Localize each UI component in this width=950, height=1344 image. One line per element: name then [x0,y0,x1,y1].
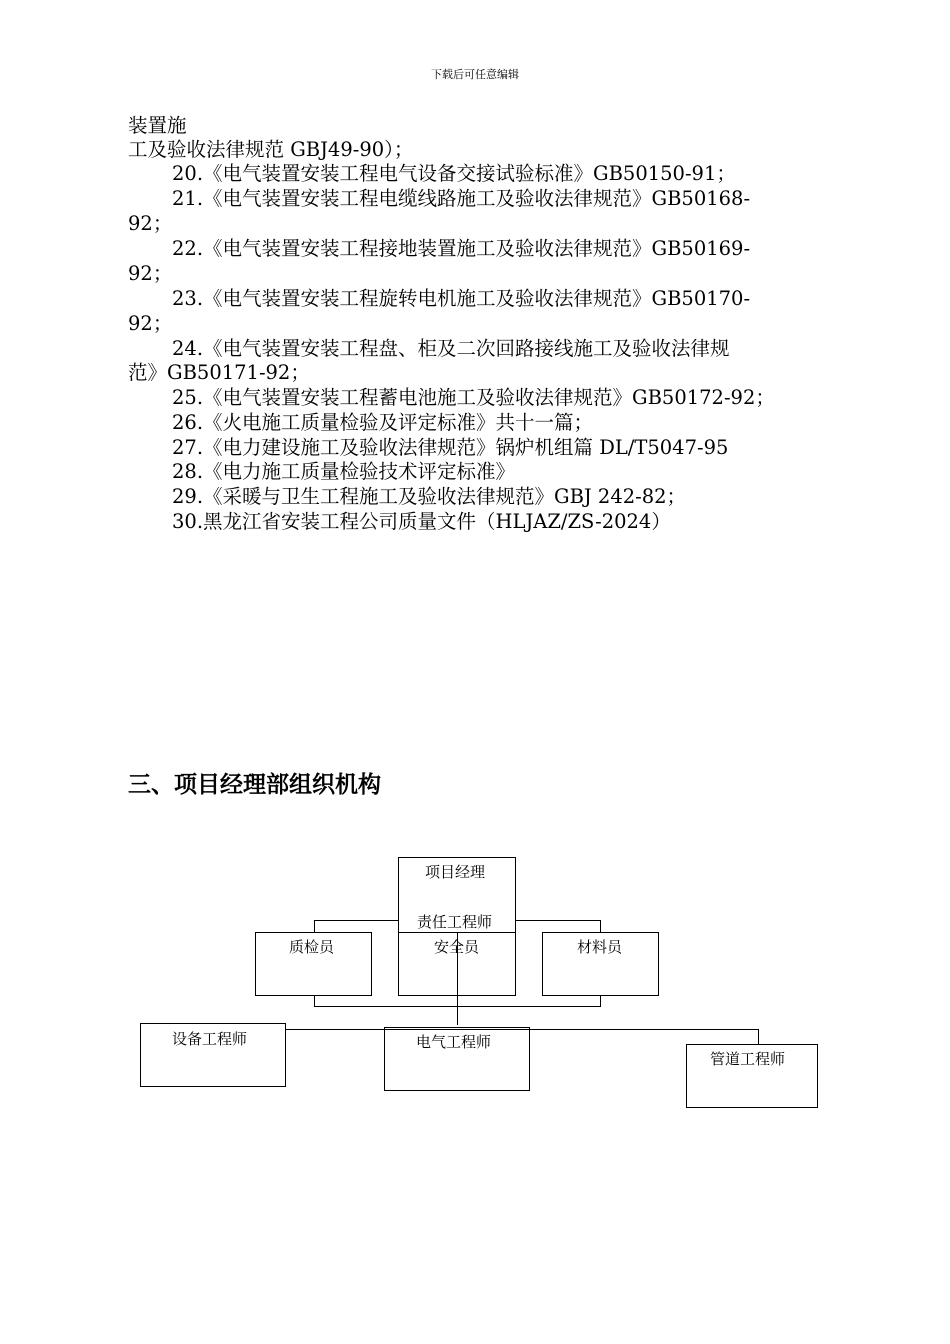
list-item-continuation: 92； [128,262,173,285]
connector-line [314,1006,601,1007]
list-item: 25.《电气装置安装工程蓄电池施工及验收法律规范》GB50172-92； [172,386,775,409]
list-item: 27.《电力建设施工及验收法律规范》锅炉机组篇 DL/T5047-95 [172,436,729,459]
piping-engineer-label: 管道工程师 [710,1050,786,1068]
text-line: 装置施 [128,114,187,137]
connector-line [314,995,315,1006]
safety-officer-label: 安全员 [434,938,480,956]
list-item: 28.《电力施工质量检验技术评定标准》 [172,460,516,483]
text-line: 工及验收法律规范 GBJ49-90）； [128,138,414,161]
chief-engineer-label: 责任工程师 [417,913,493,931]
quality-inspector-label: 质检员 [289,938,335,956]
list-item: 29.《采暖与卫生工程施工及验收法律规范》GBJ 242-82； [172,485,687,508]
list-item: 30.黑龙江省安装工程公司质量文件（HLJAZ/ZS-2024） [172,510,671,533]
connector-line [758,1029,759,1044]
list-item: 22.《电气装置安装工程接地装置施工及验收法律规范》GB50169- [172,237,751,260]
connector-line [600,995,601,1006]
list-item: 20.《电气装置安装工程电气设备交接试验标准》GB50150-91； [172,162,736,185]
list-item-continuation: 92； [128,312,173,335]
list-item-continuation: 92； [128,212,173,235]
page-header: 下载后可任意编辑 [431,68,519,81]
list-item: 24.《电气装置安装工程盘、柜及二次回路接线施工及验收法律规 [172,337,730,360]
list-item-continuation: 范》GB50171-92； [128,361,310,384]
project-manager-label: 项目经理 [425,863,486,881]
equipment-engineer-label: 设备工程师 [172,1030,248,1048]
list-item: 26.《火电施工质量检验及评定标准》共十一篇； [172,411,594,434]
electrical-engineer-label: 电气工程师 [416,1033,492,1051]
material-clerk-label: 材料员 [577,938,623,956]
section-heading: 三、项目经理部组织机构 [128,772,381,798]
list-item: 21.《电气装置安装工程电缆线路施工及验收法律规范》GB50168- [172,187,751,210]
list-item: 23.《电气装置安装工程旋转电机施工及验收法律规范》GB50170- [172,287,751,310]
